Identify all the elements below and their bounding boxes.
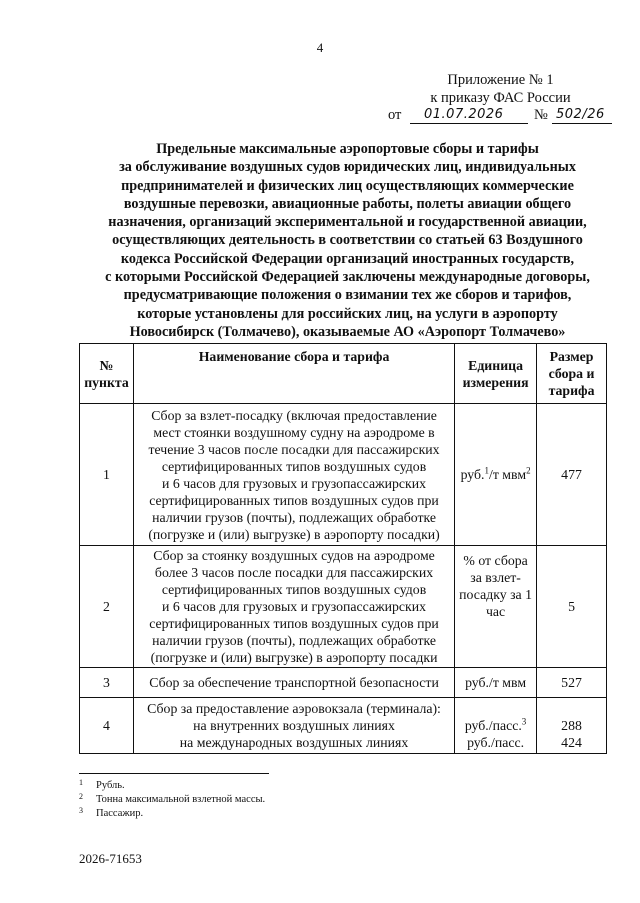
table-header-row [80, 344, 607, 404]
title-line: осуществляющих деятельность в соответствии со статьей 63 Воздушного [112, 232, 583, 249]
order-date: 01.07.2026 [424, 107, 504, 122]
table-row [80, 546, 607, 668]
unit-text: руб./пасс. [464, 718, 522, 733]
unit-line: час [485, 604, 506, 619]
header-num [80, 344, 134, 404]
header-value-line: тарифа [548, 383, 595, 398]
footnote-mark: 3 [79, 806, 83, 815]
title-line: предусматривающие положения о взимании тех же сборов и тарифов, [123, 287, 572, 304]
unit-text: /т мвм [489, 467, 527, 482]
row-value: 527 [537, 668, 607, 698]
number-label: № [534, 107, 548, 123]
footnote-text: Пассажир. [96, 808, 144, 819]
page-number: 4 [316, 40, 324, 55]
table-row [80, 404, 607, 546]
unit-line: за взлет- [470, 570, 521, 585]
table-row [80, 668, 607, 698]
row-unit: руб./т мвм [455, 668, 537, 698]
row-name-line: наличии грузов (почты), подлежащих обработке [152, 633, 436, 648]
row-unit [455, 404, 537, 546]
footnote-ref: 3 [521, 716, 527, 727]
header-num-line: № [99, 357, 114, 373]
row-name-line: и 6 часов для грузовых и грузопассажирских [162, 475, 426, 491]
document-title [60, 140, 635, 341]
header-name: Наименование сбора и тарифа [133, 344, 454, 404]
title-line: которые установлены для российских лиц, на услуги в аэропорту [137, 305, 558, 322]
unit-line: % от сбора [463, 553, 528, 568]
appendix-title: Приложение № 1 [447, 72, 554, 88]
header-num-line: пункта [84, 374, 129, 390]
row-num: 1 [80, 404, 134, 546]
row-name: Сбор за обеспечение транспортной безопасности [133, 668, 454, 698]
footnote-ref: 1 [484, 465, 489, 476]
header-value [537, 344, 607, 404]
header-unit [455, 344, 537, 404]
unit-text: руб. [460, 467, 485, 482]
unit-line: посадку за 1 [459, 587, 532, 602]
footnote-text: Тонна максимальной взлетной массы. [96, 794, 266, 805]
row-name-line: (погрузке и (или) выгрузке) в аэропорту посадки [150, 650, 438, 665]
tariff-table [79, 343, 607, 754]
row-name-line: сертифицированных типов воздушных судов при [149, 616, 439, 631]
footnote-text: Рубль. [96, 780, 125, 791]
row-name-line: течение 3 часов после посадки для пассажирских [148, 441, 440, 457]
header-unit-line: измерения [462, 374, 529, 390]
title-line: Предельные максимальные аэропортовые сборы и тарифы [156, 141, 539, 157]
title-line: воздушные перевозки, авиационные работы, полеты авиации общего [123, 195, 572, 212]
row-name-line: сертифицированных типов воздушных судов при [149, 492, 439, 508]
row-name-line: (погрузке и (или) выгрузке) в аэропорту посадки) [148, 526, 440, 542]
row-num: 3 [80, 668, 134, 698]
row-name-line: и 6 часов для грузовых и грузопассажирских [162, 599, 426, 614]
title-line: за обслуживание воздушных судов юридических лиц, индивидуальных [119, 159, 576, 176]
header-value-line: Размер [549, 349, 594, 364]
row-value: 477 [537, 404, 607, 546]
appendix-order-ref: к приказу ФАС России [430, 90, 571, 106]
document-code: 2026-71653 [79, 851, 142, 866]
order-number: 502/26 [556, 107, 605, 122]
title-line: с которыми Российской Федерацией заключены международные договоры, [105, 269, 590, 286]
row-name-line: на международных воздушных линиях [179, 735, 409, 750]
row-name-line: Сбор за предоставление аэровокзала (терминала): [147, 701, 441, 716]
row-unit [455, 698, 537, 754]
footnote-ref: 2 [526, 465, 531, 476]
title-line: кодекса Российской Федерации организаций иностранных государств, [120, 250, 575, 267]
from-label: от [388, 107, 402, 123]
footnote-mark: 2 [79, 792, 83, 801]
row-num: 4 [80, 698, 134, 754]
row-name-line: сертифицированных типов воздушных судов [161, 458, 427, 474]
unit-line: руб./пасс. [467, 735, 525, 750]
row-name-line: сертифицированных типов воздушных судов [161, 582, 427, 597]
row-name [133, 404, 454, 546]
row-unit [455, 546, 537, 668]
row-name-line: наличии грузов (почты), подлежащих обработке [152, 509, 436, 525]
order-date-line [388, 107, 613, 127]
value-line: 424 [561, 735, 582, 750]
row-name-line: мест стоянки воздушному судну на аэродроме в [153, 424, 435, 440]
title-line: назначения, организаций экспериментальной и государственной авиации, [108, 214, 587, 231]
row-num: 2 [80, 546, 134, 668]
header-value-line: сбора и [548, 366, 595, 381]
footnote-divider [79, 773, 269, 774]
row-name [133, 546, 454, 668]
table-row [80, 698, 607, 754]
unit-line [457, 717, 534, 734]
row-name [133, 698, 454, 754]
row-name-line: Сбор за взлет-посадку (включая предоставление [151, 407, 437, 423]
title-line: Новосибирск (Толмачево), оказываемые АО «Аэропорт Толмачево» [129, 323, 566, 340]
row-value: 5 [537, 546, 607, 668]
title-line: предпринимателей и физических лиц осуществляющих коммерческие [121, 177, 574, 194]
footnote-mark: 1 [79, 778, 83, 787]
header-unit-line: Единица [468, 357, 524, 373]
row-name-line: более 3 часов после посадки для пассажирских [154, 565, 434, 580]
row-name-line: на внутренних воздушных линиях [193, 718, 395, 733]
row-value [537, 698, 607, 754]
row-name-line: Сбор за стоянку воздушных судов на аэродроме [153, 548, 435, 563]
value-line: 288 [561, 718, 582, 733]
